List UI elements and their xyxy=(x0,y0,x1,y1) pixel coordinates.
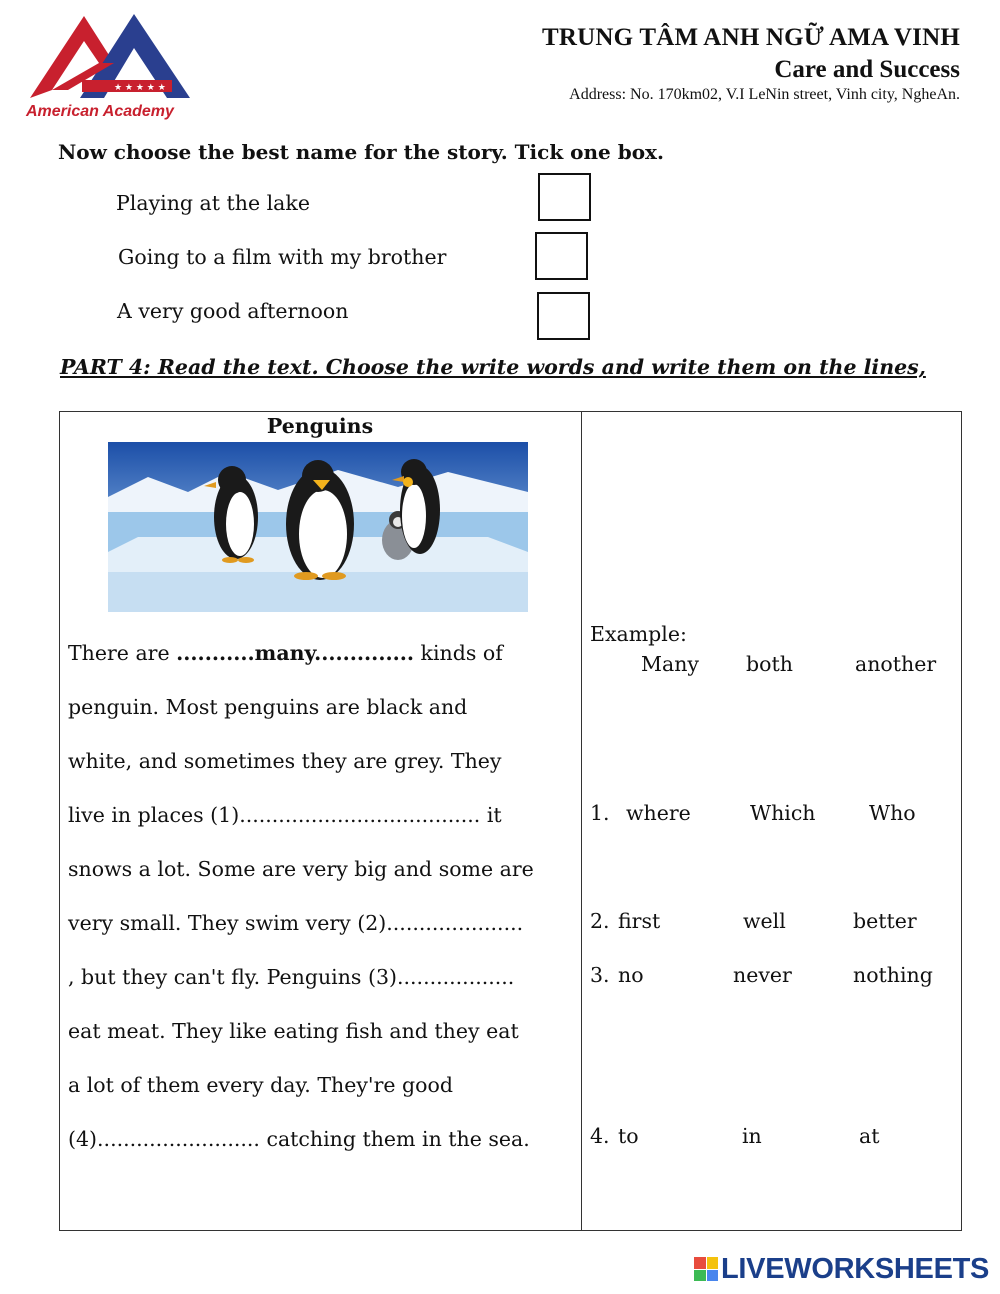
american-academy-logo xyxy=(22,8,197,123)
story-line: penguin. Most penguins are black and xyxy=(68,695,468,719)
part4-heading: PART 4: Read the text. Choose the write words and write them on the lines, xyxy=(60,355,926,379)
option-2-checkbox[interactable] xyxy=(535,232,588,280)
center-name: TRUNG TÂM ANH NGỮ AMA VINH xyxy=(542,24,960,51)
choice-word[interactable]: in xyxy=(742,1124,762,1148)
example-label: Example: xyxy=(590,622,687,646)
story-passage xyxy=(68,626,578,1166)
table-divider xyxy=(581,411,582,1231)
logo-text: American Academy xyxy=(26,103,174,120)
example-word: Many xyxy=(641,652,699,676)
example-word: another xyxy=(855,652,937,676)
story-line: a lot of them every day. They're good xyxy=(68,1073,453,1097)
choice-number: 3. xyxy=(590,963,610,987)
story-line: very small. They swim very (2)..................... xyxy=(68,911,524,935)
option-1-checkbox[interactable] xyxy=(538,173,591,221)
option-3-checkbox[interactable] xyxy=(537,292,590,340)
story-line: snows a lot. Some are very big and some are xyxy=(68,857,534,881)
choice-word[interactable]: Which xyxy=(750,801,816,825)
penguins-illustration xyxy=(108,442,528,612)
passage-title: Penguins xyxy=(266,414,374,438)
option-2-label: Going to a film with my brother xyxy=(118,245,447,269)
choice-word[interactable]: nothing xyxy=(853,963,933,987)
choice-word[interactable]: better xyxy=(853,909,917,933)
brand-name: LIVEWORKSHEETS xyxy=(721,1252,990,1285)
story-line: There are ...........many.............. kinds of xyxy=(68,641,503,665)
story-line: live in places (1)..................................... it xyxy=(68,803,502,827)
center-address: Address: No. 170km02, V.I LeNin street, Vinh city, NgheAn. xyxy=(569,86,960,103)
choice-word[interactable]: first xyxy=(618,909,661,933)
option-3-label: A very good afternoon xyxy=(117,299,349,323)
center-slogan: Care and Success xyxy=(774,56,960,83)
option-1-label: Playing at the lake xyxy=(116,191,310,215)
choice-word[interactable]: where xyxy=(626,801,691,825)
question-instruction: Now choose the best name for the story. Tick one box. xyxy=(58,140,664,164)
choice-number: 2. xyxy=(590,909,610,933)
choice-word[interactable]: to xyxy=(618,1124,639,1148)
liveworksheets-icon xyxy=(694,1257,718,1281)
story-line: white, and sometimes they are grey. They xyxy=(68,749,502,773)
choice-number: 1. xyxy=(590,801,610,825)
choice-word[interactable]: Who xyxy=(869,801,916,825)
story-line: (4)......................... catching them in the sea. xyxy=(68,1127,530,1151)
example-word: both xyxy=(746,652,793,676)
story-line: eat meat. They like eating fish and they eat xyxy=(68,1019,519,1043)
liveworksheets-logo[interactable] xyxy=(694,1254,989,1284)
choice-word[interactable]: well xyxy=(743,909,786,933)
choice-word[interactable]: never xyxy=(733,963,792,987)
choice-number: 4. xyxy=(590,1124,610,1148)
svg-text:★ ★ ★ ★ ★: ★ ★ ★ ★ ★ xyxy=(114,83,166,93)
choice-word[interactable]: at xyxy=(859,1124,880,1148)
choice-word[interactable]: no xyxy=(618,963,644,987)
story-line: , but they can't fly. Penguins (3).................. xyxy=(68,965,515,989)
